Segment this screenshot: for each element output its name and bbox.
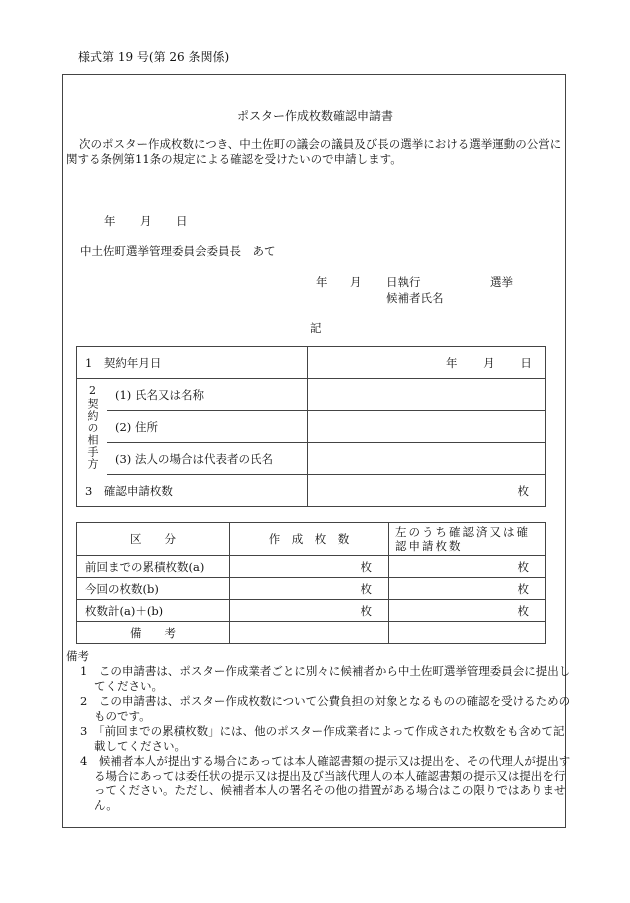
row-label: 枚数計(a)＋(b) — [77, 600, 230, 622]
row-confirmed: 枚 — [389, 578, 546, 600]
election-date-exec: 日執行 — [386, 275, 421, 289]
table-row — [77, 443, 546, 475]
form-number: 様式第 19 号(第 26 条関係) — [78, 50, 230, 64]
table-row — [77, 411, 546, 443]
election-year: 年 — [316, 275, 328, 289]
row-made: 枚 — [230, 600, 389, 622]
table-row — [77, 379, 546, 411]
table-row — [77, 578, 546, 600]
note-2: 2 この申請書は、ポスター作成枚数について公費負担の対象となるものの確認を受けるためのものです。 — [80, 694, 571, 723]
contract-date-label: 1 契約年月日 — [77, 347, 308, 379]
note-1: 1 この申請書は、ポスター作成業者ごとに別々に候補者から中土佐町選挙管理委員会に提出してください。 — [80, 664, 571, 693]
ki-marker: 記 — [310, 321, 322, 335]
remarks-label: 備 考 — [77, 622, 230, 644]
contract-table — [76, 346, 546, 507]
date-day: 日 — [176, 214, 188, 228]
header-confirmed: 左のうち確認済又は確認申請枚数 — [389, 523, 546, 556]
party-item-1: (1) 氏名又は名称 — [115, 387, 204, 402]
table-row — [77, 475, 546, 507]
table-row — [77, 600, 546, 622]
notes-heading: 備考 — [66, 649, 89, 663]
header-made: 作 成 枚 数 — [230, 523, 389, 556]
table-row — [77, 347, 546, 379]
party-rep-value — [308, 443, 546, 475]
note-3: 3 「前回までの累積枚数」には、他のポスター作成業者によって作成された枚数をも含めて記載してください。 — [80, 724, 565, 753]
party-item-2: (2) 住所 — [115, 419, 158, 434]
election-name: 選挙 — [490, 275, 513, 289]
row-label: 前回までの累積枚数(a) — [77, 556, 230, 578]
intro-paragraph: 次のポスター作成枚数につき、中土佐町の議会の議員及び長の選挙における選挙運動の公営に関する条例第11条の規定による確認を受けたいので申請します。 — [66, 137, 562, 166]
row-confirmed: 枚 — [389, 556, 546, 578]
requested-count-unit: 枚 — [308, 475, 546, 507]
remarks-confirmed — [389, 622, 546, 644]
party-name-value — [308, 379, 546, 411]
date-month: 月 — [140, 214, 152, 228]
requested-count-label: 3 確認申請枚数 — [77, 475, 308, 507]
table-header-row — [77, 523, 546, 556]
addressee: 中土佐町選挙管理委員会委員長 あて — [80, 244, 276, 258]
row-label: 今回の枚数(b) — [77, 578, 230, 600]
row-made: 枚 — [230, 556, 389, 578]
note-4: 4 候補者本人が提出する場合にあっては本人確認書類の提示又は提出を、その代理人が提出する場合にあっては委任状の提示又は提出及び当該代理人の本人確認書類の提示又は提出を行ってください。ただし、候補者本人の署名その他の措置がある場合はこの限りではありません。 — [80, 754, 571, 812]
date-year: 年 — [104, 214, 116, 228]
count-table — [76, 522, 546, 644]
table-row — [77, 556, 546, 578]
table-row — [77, 622, 546, 644]
party-address-value — [308, 411, 546, 443]
contract-date-value: 年 月 日 — [308, 347, 546, 379]
party-group-label: 2契約の相手方 — [77, 379, 107, 475]
remarks-made — [230, 622, 389, 644]
election-month: 月 — [350, 275, 362, 289]
row-confirmed: 枚 — [389, 600, 546, 622]
candidate-name-label: 候補者氏名 — [386, 291, 444, 305]
row-made: 枚 — [230, 578, 389, 600]
header-category: 区 分 — [77, 523, 230, 556]
party-item-3: (3) 法人の場合は代表者の氏名 — [115, 451, 273, 466]
document-title: ポスター作成枚数確認申請書 — [236, 109, 393, 123]
